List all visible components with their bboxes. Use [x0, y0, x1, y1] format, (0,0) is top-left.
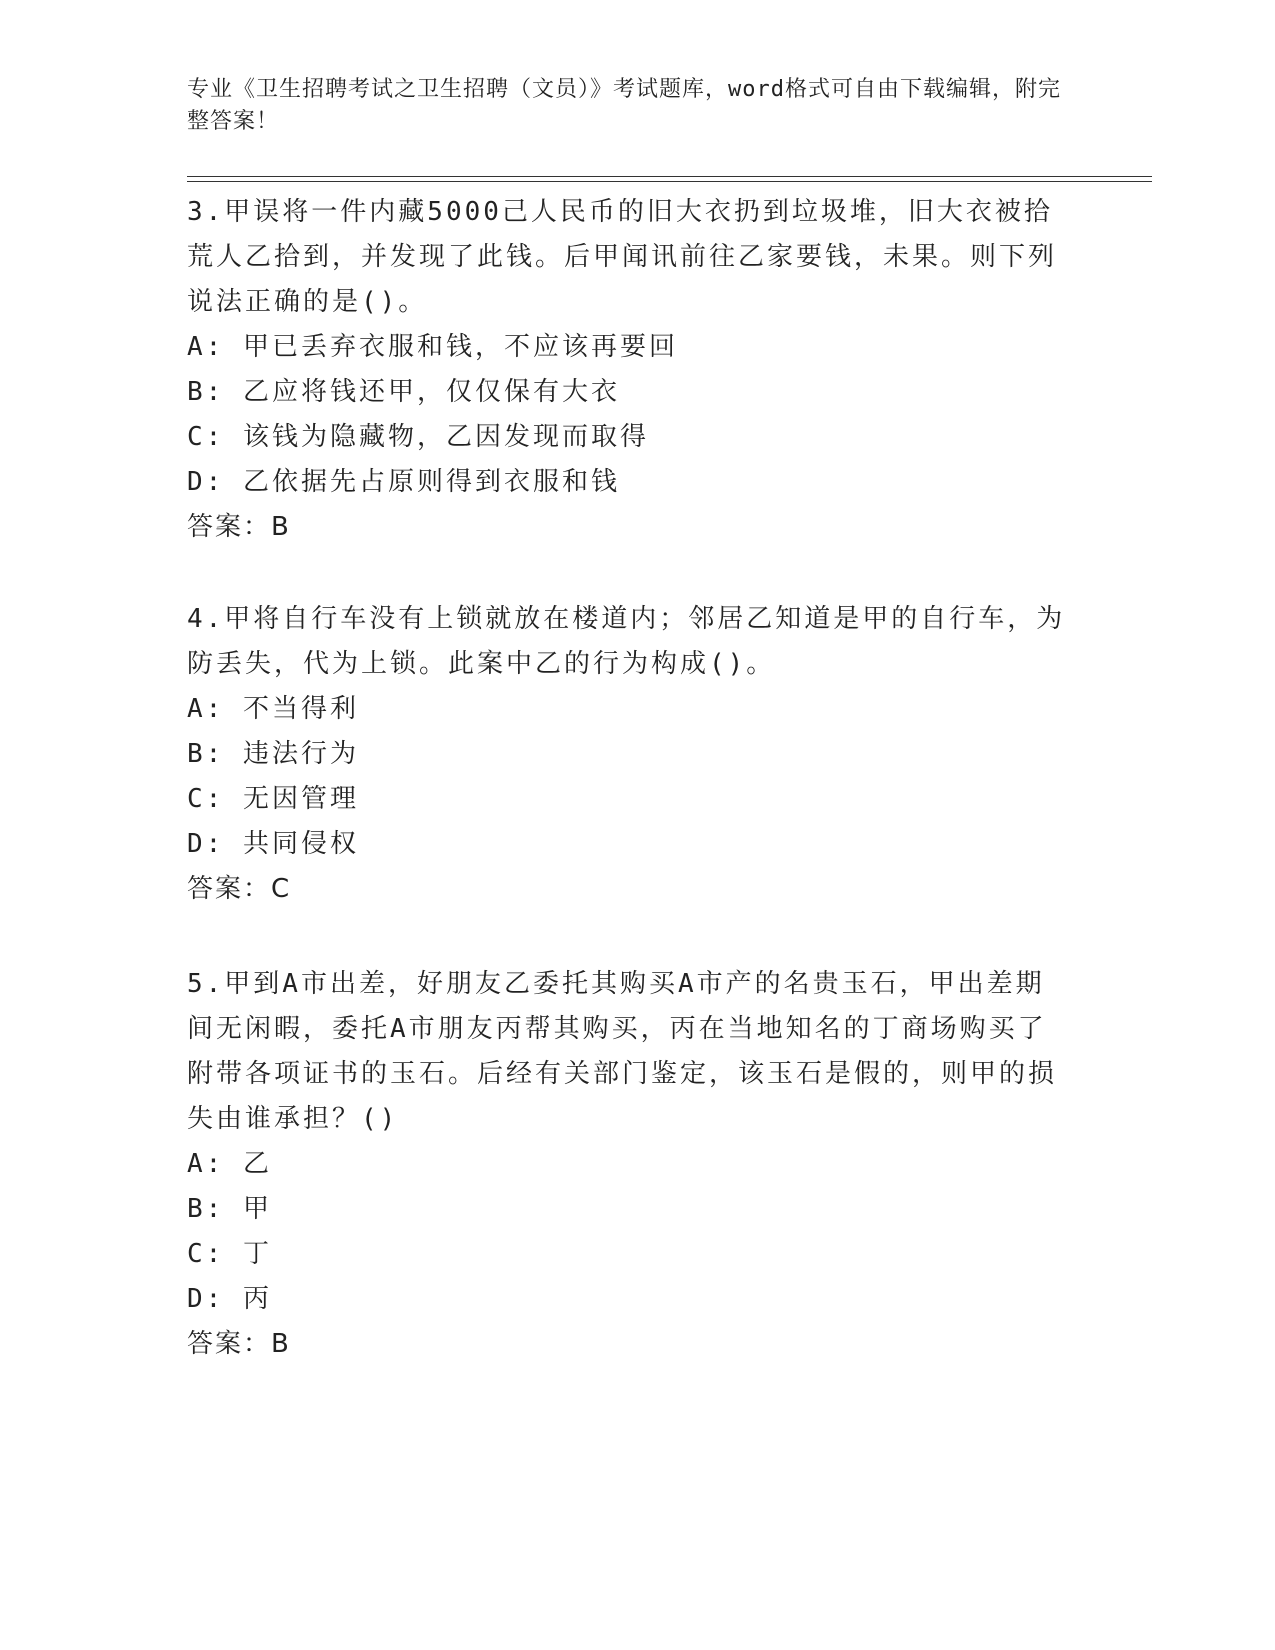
option-d: D: 乙依据先占原则得到衣服和钱	[187, 467, 620, 497]
question-4	[187, 597, 1067, 912]
option-c: C: 丁	[187, 1239, 272, 1269]
option-c: C: 无因管理	[187, 784, 359, 814]
answer-line: 答案：B	[187, 512, 291, 542]
question-3	[187, 190, 1067, 550]
option-list	[187, 1142, 1067, 1322]
answer-line: 答案：C	[187, 874, 292, 904]
option-a: A: 不当得利	[187, 694, 359, 724]
answer-line: 答案：B	[187, 1329, 291, 1359]
option-b: B: 违法行为	[187, 739, 359, 769]
option-a: A: 乙	[187, 1149, 272, 1179]
option-c: C: 该钱为隐藏物，乙因发现而取得	[187, 422, 649, 452]
option-b: B: 乙应将钱还甲，仅仅保有大衣	[187, 377, 620, 407]
option-d: D: 丙	[187, 1284, 272, 1314]
question-stem: 5.甲到A市出差，好朋友乙委托其购买A市产的名贵玉石，甲出差期间无闲暇，委托A市朋友丙帮其购买，丙在当地知名的丁商场购买了附带各项证书的玉石。后经有关部门鉴定，该玉石是假的，则甲的损失由谁承担？()	[187, 969, 1058, 1134]
question-stem: 3.甲误将一件内藏5000己人民币的旧大衣扔到垃圾堆，旧大衣被拾荒人乙拾到，并发现了此钱。后甲闻讯前往乙家要钱，未果。则下列说法正确的是()。	[187, 197, 1058, 317]
option-list	[187, 325, 1067, 505]
option-list	[187, 687, 1067, 867]
header-divider-bottom	[187, 181, 1152, 182]
option-a: A: 甲已丢弃衣服和钱，不应该再要回	[187, 332, 678, 362]
question-stem: 4.甲将自行车没有上锁就放在楼道内；邻居乙知道是甲的自行车，为防丢失，代为上锁。此案中乙的行为构成()。	[187, 604, 1066, 679]
document-header: 专业《卫生招聘考试之卫生招聘（文员）》考试题库，word格式可自由下载编辑，附完整答案！	[187, 77, 1061, 134]
question-5	[187, 962, 1067, 1367]
header-divider-top	[187, 176, 1152, 177]
option-b: B: 甲	[187, 1194, 272, 1224]
option-d: D: 共同侵权	[187, 829, 359, 859]
